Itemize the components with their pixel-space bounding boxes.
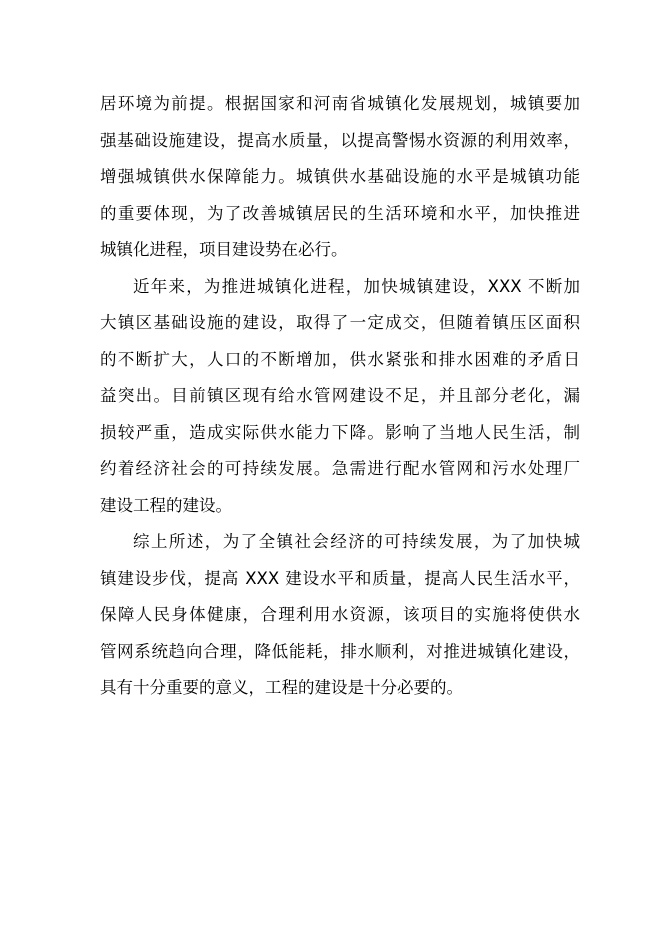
paragraph-3-line-2: 镇建设步伐，提高 XXX 建设水平和质量，提高人民生活水平， bbox=[100, 568, 580, 588]
paragraph-2-line-7: 建设工程的建设。 bbox=[100, 495, 232, 515]
paragraph-3-line-3: 保障人民身体健康，合理利用水资源，该项目的实施将使供水 bbox=[100, 605, 580, 624]
document-body bbox=[100, 86, 580, 707]
paragraph-3-line-1: 综上所述，为了全镇社会经济的可持续发展，为了加快城 bbox=[133, 532, 580, 551]
paragraph-2-line-3: 的不断扩大，人口的不断增加，供水紧张和排水困难的矛盾日 bbox=[100, 349, 580, 369]
paragraph-2-line-5: 损较严重，造成实际供水能力下降。影响了当地人民生活，制 bbox=[100, 422, 580, 442]
paragraph-2-line-4: 益突出。目前镇区现有给水管网建设不足，并且部分老化，漏 bbox=[100, 386, 580, 405]
paragraph-3-line-5: 具有十分重要的意义，工程的建设是十分必要的。 bbox=[100, 678, 463, 697]
paragraph-1-line-3: 增强城镇供水保障能力。城镇供水基础设施的水平是城镇功能 bbox=[100, 167, 580, 186]
paragraph-1-line-4: 的重要体现，为了改善城镇居民的生活环境和水平，加快推进 bbox=[100, 203, 580, 223]
paragraph-1-line-1: 居环境为前提。根据国家和河南省城镇化发展规划，城镇要加 bbox=[100, 94, 580, 113]
paragraph-3-line-4: 管网系统趋向合理，降低能耗，排水顺利，对推进城镇化建设， bbox=[100, 641, 580, 661]
paragraph-1-line-2: 强基础设施建设，提高水质量，以提高警惕水资源的利用效率， bbox=[100, 130, 580, 150]
paragraph-1-line-5: 城镇化进程，项目建设势在必行。 bbox=[100, 240, 348, 259]
paragraph-2-line-1: 近年来，为推进城镇化进程，加快城镇建设，XXX 不断加 bbox=[133, 276, 580, 296]
paragraph-2-line-6: 约着经济社会的可持续发展。急需进行配水管网和污水处理厂 bbox=[100, 459, 580, 478]
paragraph-2-line-2: 大镇区基础设施的建设，取得了一定成交，但随着镇压区面积 bbox=[100, 313, 580, 332]
